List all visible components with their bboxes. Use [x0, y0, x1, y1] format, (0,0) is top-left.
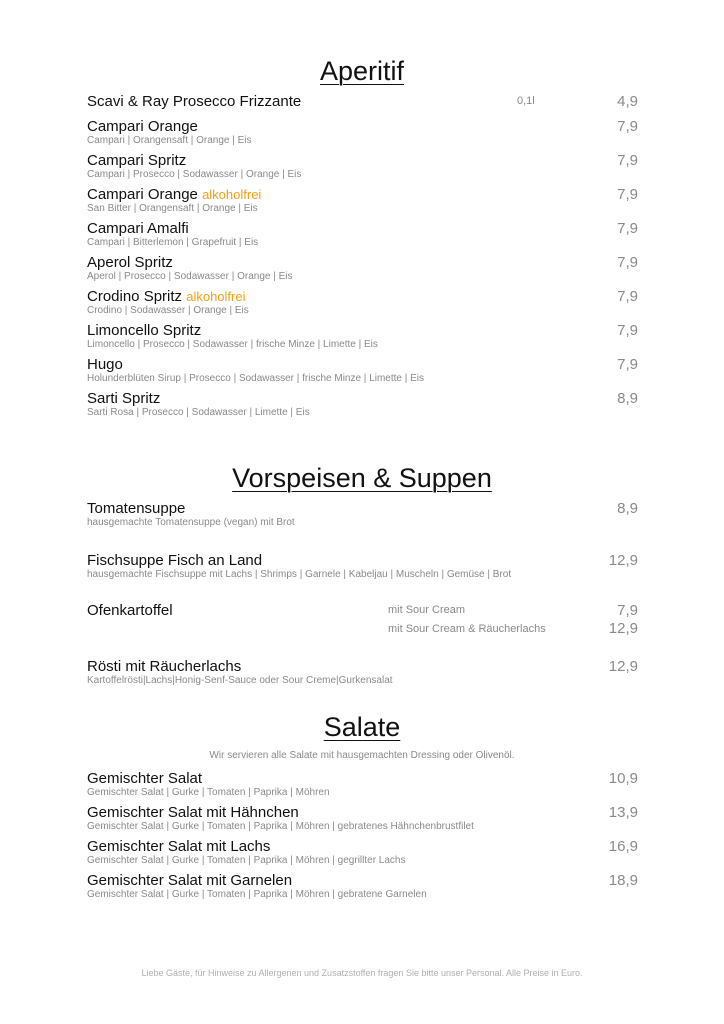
item-price: 7,9: [617, 322, 638, 339]
item-price: 4,9: [617, 93, 638, 110]
item-description: Sarti Rosa | Prosecco | Sodawasser | Limette | Eis: [87, 407, 310, 418]
section-title-aperitif: Aperitif: [319, 56, 405, 86]
item-description: hausgemachte Tomatensuppe (vegan) mit Brot: [87, 517, 295, 528]
item-name-row: [87, 186, 638, 204]
menu-item: [87, 322, 638, 351]
item-description: Gemischter Salat | Gurke | Tomaten | Paprika | Möhren | gebratene Garnelen: [87, 889, 427, 900]
item-description: Gemischter Salat | Gurke | Tomaten | Paprika | Möhren: [87, 787, 330, 798]
item-price: 7,9: [617, 220, 638, 237]
alkoholfrei-tag: alkoholfrei: [202, 187, 262, 202]
menu-item: [87, 838, 638, 867]
item-name: Aperol Spritz: [87, 254, 173, 271]
menu-item: [87, 872, 638, 901]
item-description: San Bitter | Orangensaft | Orange | Eis: [87, 203, 258, 214]
variant-price: 12,9: [608, 620, 638, 637]
item-name: Campari Amalfi: [87, 220, 189, 237]
menu-item: [87, 356, 638, 385]
item-name: Gemischter Salat mit Hähnchen: [87, 804, 299, 821]
menu-item: [87, 500, 638, 529]
menu-item: [87, 93, 638, 111]
menu-item: [87, 658, 638, 687]
item-name: Gemischter Salat mit Garnelen: [87, 872, 293, 889]
allergen-notice: Liebe Gäste, für Hinweise zu Allergenen und Zusatzstoffen fragen Sie bitte unser Personal. Alle Preise in Euro.: [141, 968, 583, 978]
item-name: Campari Orange: [87, 118, 198, 135]
item-price: 8,9: [617, 500, 638, 517]
section-title-salate: Salate: [323, 712, 401, 742]
item-description: Kartoffelrösti|Lachs|Honig-Senf-Sauce oder Sour Creme|Gurkensalat: [87, 675, 393, 686]
item-description: hausgemachte Fischsuppe mit Lachs | Shrimps | Garnele | Kabeljau | Muscheln | Gemüse | Brot: [87, 569, 512, 580]
item-price: 12,9: [608, 552, 638, 569]
menu-item: [87, 254, 638, 283]
item-price: 7,9: [617, 288, 638, 305]
item-description: Crodino | Sodawasser | Orange | Eis: [87, 305, 249, 316]
variant-price: 7,9: [617, 602, 638, 619]
menu-item: [87, 602, 638, 642]
item-name: Ofenkartoffel: [87, 602, 173, 619]
menu-item: [87, 288, 638, 317]
item-name: Hugo: [87, 356, 123, 373]
variant-label: mit Sour Cream & Räucherlachs: [388, 623, 546, 635]
item-name: Campari Spritz: [87, 152, 187, 169]
item-price: 10,9: [608, 770, 638, 787]
item-description: Gemischter Salat | Gurke | Tomaten | Paprika | Möhren | gebratenes Hähnchenbrustfilet: [87, 821, 474, 832]
item-price: 13,9: [608, 804, 638, 821]
item-name: Scavi & Ray Prosecco Frizzante: [87, 93, 302, 110]
menu-item: [87, 152, 638, 181]
variant-label: mit Sour Cream: [388, 604, 466, 616]
alkoholfrei-tag: alkoholfrei: [186, 289, 246, 304]
section-subtitle: Wir servieren alle Salate mit hausgemachten Dressing oder Olivenöl.: [209, 750, 515, 761]
item-name: Gemischter Salat mit Lachs: [87, 838, 271, 855]
menu-item: [87, 220, 638, 249]
item-name-row: [87, 288, 638, 306]
item-name: Campari Orange: [87, 186, 198, 203]
item-description: Limoncello | Prosecco | Sodawasser | frische Minze | Limette | Eis: [87, 339, 378, 350]
item-name: Gemischter Salat: [87, 770, 203, 787]
item-price: 7,9: [617, 254, 638, 271]
item-price: 16,9: [608, 838, 638, 855]
item-price: 8,9: [617, 390, 638, 407]
item-description: Campari | Orangensaft | Orange | Eis: [87, 135, 252, 146]
item-description: Aperol | Prosecco | Sodawasser | Orange | Eis: [87, 271, 293, 282]
item-description: Campari | Bitterlemon | Grapefruit | Eis: [87, 237, 259, 248]
item-price: 12,9: [608, 658, 638, 675]
item-size: 0,1l: [517, 95, 535, 107]
item-price: 7,9: [617, 356, 638, 373]
menu-item: [87, 804, 638, 833]
item-name: Tomatensuppe: [87, 500, 186, 517]
item-description: Gemischter Salat | Gurke | Tomaten | Paprika | Möhren | gegrillter Lachs: [87, 855, 406, 866]
item-description: Holunderblüten Sirup | Prosecco | Sodawasser | frische Minze | Limette | Eis: [87, 373, 425, 384]
item-description: Campari | Prosecco | Sodawasser | Orange | Eis: [87, 169, 302, 180]
item-name: Crodino Spritz: [87, 288, 183, 305]
menu-item: [87, 186, 638, 215]
item-name: Rösti mit Räucherlachs: [87, 658, 242, 675]
menu-item: [87, 552, 638, 581]
menu-item: [87, 770, 638, 799]
section-title-vorspeisen: Vorspeisen & Suppen: [232, 463, 492, 493]
item-price: 18,9: [608, 872, 638, 889]
item-price: 7,9: [617, 186, 638, 203]
menu-item: [87, 390, 638, 419]
item-name: Sarti Spritz: [87, 390, 161, 407]
item-price: 7,9: [617, 152, 638, 169]
menu-item: [87, 118, 638, 147]
item-price: 7,9: [617, 118, 638, 135]
item-name: Fischsuppe Fisch an Land: [87, 552, 263, 569]
item-name: Limoncello Spritz: [87, 322, 202, 339]
